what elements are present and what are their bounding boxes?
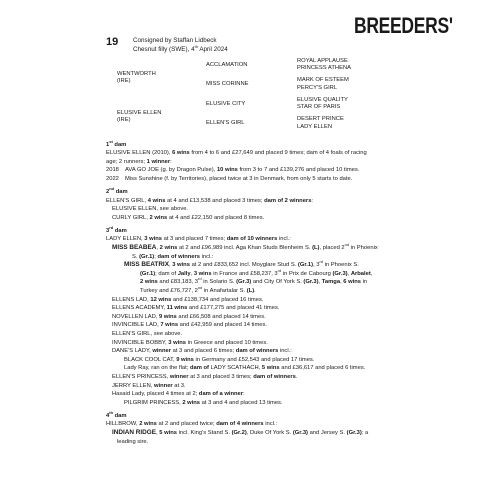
- produce-line: DANE'S LADY, winner at 3 and placed 6 times; dam of winners incl.:: [112, 348, 292, 355]
- pedigree-gen3-2: PRINCESS ATHENA: [297, 65, 352, 71]
- consignor-line: Consigned by Staffan Lidbeck: [133, 37, 217, 44]
- produce-line: leading sire.: [117, 438, 149, 445]
- produce-line: JERRY ELLEN, winner at 3.: [112, 382, 186, 389]
- produce-line: ELLENS LAD, 12 wins and £138,734 and placed 16 times.: [112, 296, 264, 303]
- produce-row: [106, 175, 406, 184]
- produce-line: Hasaid Lady, placed 4 times at 2; dam of a winner:: [112, 391, 245, 398]
- first-dam-heading: 1st dam: [106, 138, 127, 148]
- pedigree-gen2-2: MISS CORINNE: [206, 81, 249, 87]
- pedigree-gen3-4: PERCY'S GIRL: [297, 85, 338, 91]
- pedigree-gen2-3: ELUSIVE CITY: [206, 101, 246, 107]
- pedigree-gen3-3: MARK OF ESTEEM: [297, 77, 349, 83]
- produce-entry: Miss Sunshine (f. by Territories), placed twice at 3 in Denmark, from only 5 starts to date.: [125, 175, 353, 182]
- produce-line: PILGRIM PRINCESS, 2 wins at 3 and 4 and placed 13 times.: [124, 399, 283, 406]
- first-dam-text: ELUSIVE ELLEN (2010), 6 wins from 4 to 6 and £27,649 and placed 9 times; dam of 4 foals of racing: [106, 150, 367, 157]
- dam-origin: (IRE): [117, 117, 131, 124]
- second-dam-text: ELLEN'S GIRL, 4 wins at 4 and £13,538 and placed 3 times; dam of 2 winners:: [106, 197, 314, 204]
- produce-line: MISS BEATRIX, 3 wins at 2 and £833,652 incl. Moyglare Stud S. (Gr.1), 3rd in Phoenix S.: [124, 259, 359, 269]
- lot-number: 19: [106, 36, 119, 48]
- produce-line: ELLEN'S GIRL, see above.: [112, 330, 183, 337]
- sire-name: WENTWORTH: [117, 71, 156, 77]
- pedigree-sire: [117, 71, 156, 86]
- fourth-dam-heading: 4th dam: [106, 409, 127, 419]
- second-dam-produce: ELUSIVE ELLEN, see above.: [112, 206, 189, 213]
- dam-name: ELUSIVE ELLEN: [117, 110, 162, 116]
- produce-line: INDIAN RIDGE, 5 wins incl. King's Stand S. (Gr.2), Duke Of York S. (Gr.3) and Jersey S. (Gr.3); a: [112, 429, 369, 436]
- produce-line: MISS BEABEA, 2 wins at 2 and £96,989 incl. Aga Khan Studs Blenheim S. (L), placed 2nd in Phoenix: [112, 242, 378, 252]
- produce-row: 2018 AVA GO JOE (g. by Dragon Pulse), 10 wins from 3 to 7 and £139,276 and placed 10 times.: [106, 167, 360, 174]
- pedigree-gen3-5: ELUSIVE QUALITY: [297, 97, 348, 103]
- produce-line: ELLENS ACADEMY, 11 wins and £177,275 and placed 41 times.: [112, 305, 280, 312]
- second-dam-produce: CURLY GIRL, 2 wins at 4 and £22,150 and placed 8 times.: [112, 214, 265, 221]
- produce-year: 2022: [106, 175, 119, 182]
- produce-line: INVINCIBLE BOBBY, 3 wins in Greece and placed 10 times.: [112, 339, 268, 346]
- produce-line: INVINCIBLE LAD, 7 wins and £42,959 and placed 14 times.: [112, 322, 268, 329]
- pedigree-gen2-1: ACCLAMATION: [206, 62, 248, 68]
- pedigree-gen3-7: DESERT PRINCE: [297, 116, 344, 122]
- produce-year: 2018: [106, 167, 119, 174]
- third-dam-text: LADY ELLEN, 3 wins at 3 and placed 7 times; dam of 10 winners incl.:: [106, 236, 291, 243]
- produce-line: Turkey and £76,727, 2nd in Anafartalar S. (L).: [140, 285, 256, 294]
- catalogue-body: [106, 136, 406, 446]
- first-dam-text-2: age; 2 runners; 1 winner:: [106, 158, 172, 165]
- fourth-dam-text: HILLBROW, 2 wins at 2 and placed twice; dam of 4 winners incl.:: [106, 421, 278, 428]
- brand-logo: BREEDERS': [354, 13, 453, 38]
- produce-line: 2 wins and £83,183, 3rd in Solario S. (Gr.3) and City Of York S. (Gr.3), Tamga, 6 wins in: [140, 276, 368, 286]
- produce-line: BLACK COOL CAT, 9 wins in Germany and £52,543 and placed 17 times.: [124, 356, 315, 363]
- pedigree-dam: [117, 110, 161, 125]
- pedigree-gen3-8: LADY ELLEN: [297, 124, 333, 130]
- produce-line: (Gr.1); dam of Jally, 3 wins in France and £58,237, 3rd in Prix de Cabourg (Gr.3), Arbalet,: [140, 267, 373, 277]
- lot-description: Chesnut filly (SWE), 4th April 2024: [133, 43, 228, 53]
- lot-header: [133, 37, 228, 54]
- produce-line: ELLEN'S PRINCESS, winner at 3 and placed 3 times; dam of winners.: [112, 373, 298, 380]
- pedigree-gen3-6: STAR OF PARIS: [297, 104, 341, 110]
- pedigree-gen3-1: ROYAL APPLAUSE: [297, 58, 348, 64]
- produce-line: Lady Ray, ran on the flat; dam of LADY SCATHACH, 5 wins and £36,617 and placed 6 times.: [124, 365, 366, 372]
- sire-origin: (IRE): [117, 78, 131, 85]
- third-dam-heading: 3rd dam: [106, 224, 127, 234]
- produce-line: NOVELLEN LAD, 9 wins and £66,508 and placed 14 times.: [112, 313, 266, 320]
- pedigree-gen2-4: ELLEN'S GIRL: [206, 120, 245, 126]
- second-dam-heading: 2nd dam: [106, 186, 128, 195]
- produce-line: S. (Gr.1); dam of winners incl.:: [132, 253, 214, 260]
